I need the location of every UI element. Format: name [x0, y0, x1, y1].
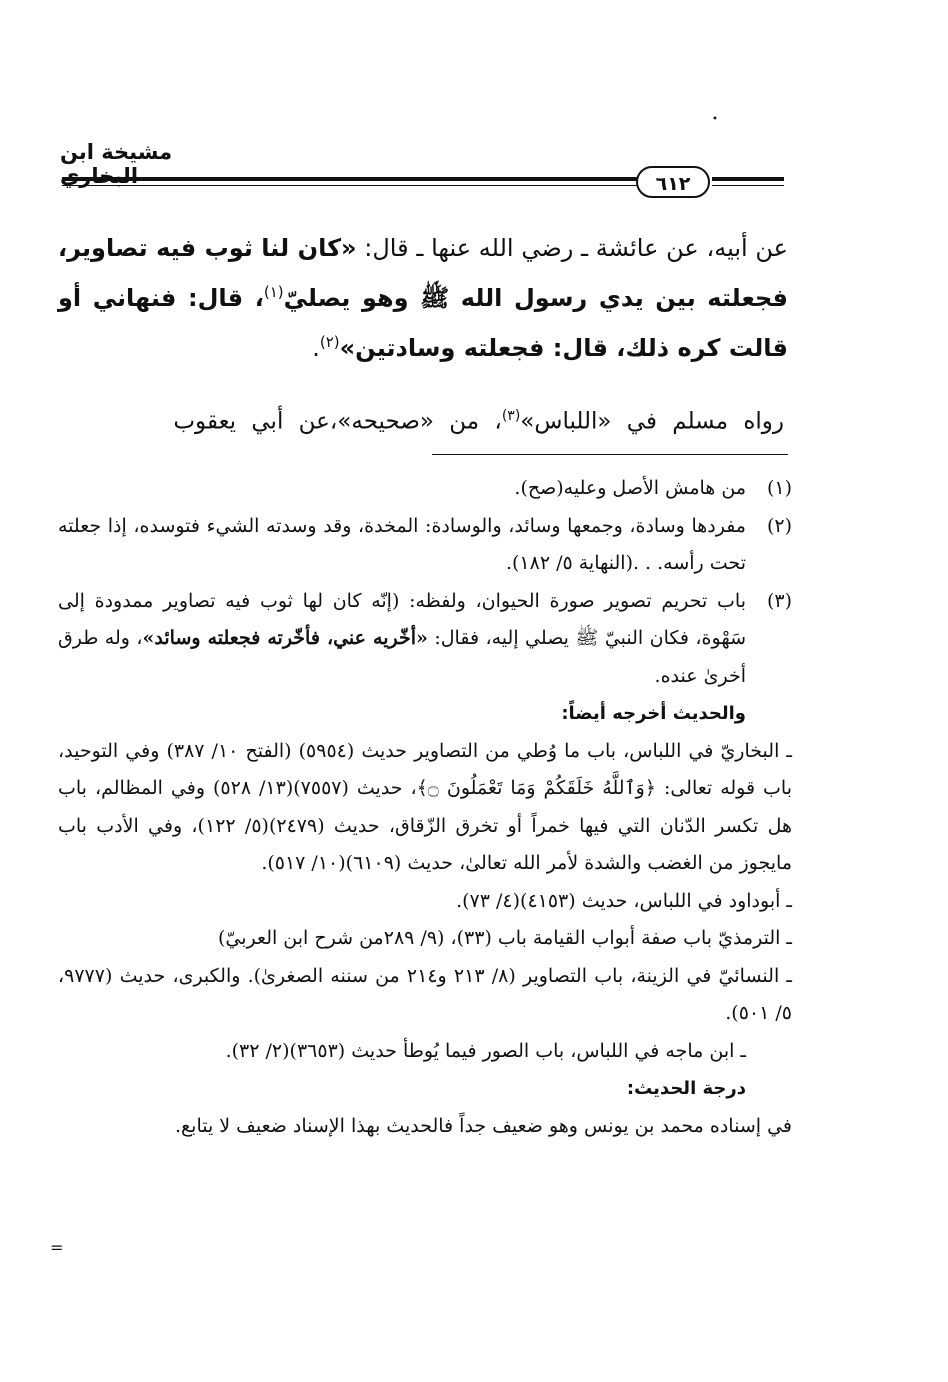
footnote-text: من هامش الأصل وعليه(صح).: [514, 477, 746, 499]
page-number: ٦١٢: [636, 166, 710, 198]
takhrij-heading: والحديث أخرجه أيضاً:: [561, 703, 746, 724]
running-title: مشيخة ابن البخاري: [60, 140, 173, 188]
footnote-number: (٣): [766, 589, 792, 612]
footnote-1: [58, 470, 792, 508]
footnote-text-bold: «أخّريه عني، فأخّرته فجعلته وسائد»: [142, 627, 428, 649]
footnote-2: [58, 508, 792, 583]
footnotes: [58, 470, 792, 1145]
footnote-3: [58, 583, 792, 733]
footnote-text-part-1: باب تحريم تصوير صورة الحيوان، ولفظه: (إنّه كان لها ثوب فيه تصاوير ممدودة إلى سَهْوة، فكان النبيّ ﷺ يصلي إليه، فقال:: [58, 589, 746, 649]
header-rule-right-thin: [712, 185, 784, 186]
footnote-ref-2: (٢): [319, 333, 340, 351]
continuation-mark: =: [50, 1238, 64, 1257]
grade-heading: درجة الحديث:: [626, 1078, 746, 1099]
header-rule-thin: [62, 185, 637, 186]
hadith-quote-part-1: «كان لنا ثوب فيه تصاوير، فجعلته بين يدي رسول الله ﷺ وهو يصليّ: [58, 234, 789, 312]
footnote-text-part-2: ، وله طرق أخرىٰ عنده.: [58, 627, 746, 687]
grade-text: في إسناده محمد بن يونس وهو ضعيف جداً فالحديث بهذا الإسناد ضعيف لا يتابع.: [175, 1114, 792, 1137]
footnote-text: مفردها وسادة، وجمعها وسائد، والوسادة: المخدة، وقد وسدته الشيء فتوسده، إذا جعلته تحت رأسه. . .(النهاية ٥/ ١٨٢).: [58, 514, 746, 574]
footnote-ref-1: (١): [263, 283, 284, 301]
footnote-number: (٢): [766, 514, 792, 537]
takhrij-bukhari: ـ البخاريّ في اللباس، باب ما وُطي من التصاوير حديث (٥٩٥٤) (الفتح ١٠/ ٣٨٧) وفي التوحيد، باب قوله تعالى: ﴿وَٱللَّهُ خَلَقَكُمْ وَمَا تَعْمَلُونَ ۝﴾، حديث (٧٥٥٧)(١٣/ ٥٢٨) وفي المظالم، باب هل تكسر الدّنان التي فيها خمراً أو تخرق الزّقاق، حديث (٢٤٧٩)(٥/ ١٢٢)، وفي الأدب باب مايجوز من الغضب والشدة لأمر الله تعالىٰ، حديث (٦١٠٩)(١٠/ ٥١٧).: [58, 739, 793, 874]
footnote-ref-3: (٣): [501, 408, 521, 424]
narration-line: [62, 396, 784, 442]
takhrij-nasai: ـ النسائيّ في الزينة، باب التصاوير (٨/ ٢١٣ و٢١٤ من سننه الصغرىٰ). والكبرى، حديث (٩٧٧٧، ٥/ ٥٠١).: [58, 964, 792, 1024]
ornament-mark: •: [712, 114, 718, 125]
narration-part-1: رواه مسلم في «اللباس»: [520, 408, 784, 435]
header-rule-right-thick: [712, 177, 784, 181]
hadith-prefix: عن أبيه، عن عائشة ـ رضي الله عنها ـ قال:: [356, 234, 788, 262]
hadith-quote-part-2: ، قال: فنهاني أو قالت كره ذلك، قال: فجعلته وسادتين»: [58, 284, 788, 362]
takhrij-tirmidhi: ـ الترمذيّ باب صفة أبواب القيامة باب (٣٣)، (٩/ ٢٨٩من شرح ابن العربيّ): [218, 927, 792, 949]
narration-part-2: ، من «صحيحه»،عن أبي يعقوب: [173, 408, 502, 435]
takhrij-ibn-majah: ـ ابن ماجه في اللباس، باب الصور فيما يُوطأ حديث (٣٦٥٣)(٢/ ٣٢).: [225, 1039, 746, 1062]
header-rule-thick: [62, 177, 637, 181]
footnote-separator: [432, 454, 788, 455]
footnote-number: (١): [766, 477, 792, 499]
takhrij-abu-dawud: ـ أبوداود في اللباس، حديث (٤١٥٣)(٤/ ٧٣).: [456, 889, 792, 912]
hadith-end: .: [312, 334, 320, 362]
footnote-text: [58, 583, 746, 733]
hadith-text: [58, 226, 788, 370]
